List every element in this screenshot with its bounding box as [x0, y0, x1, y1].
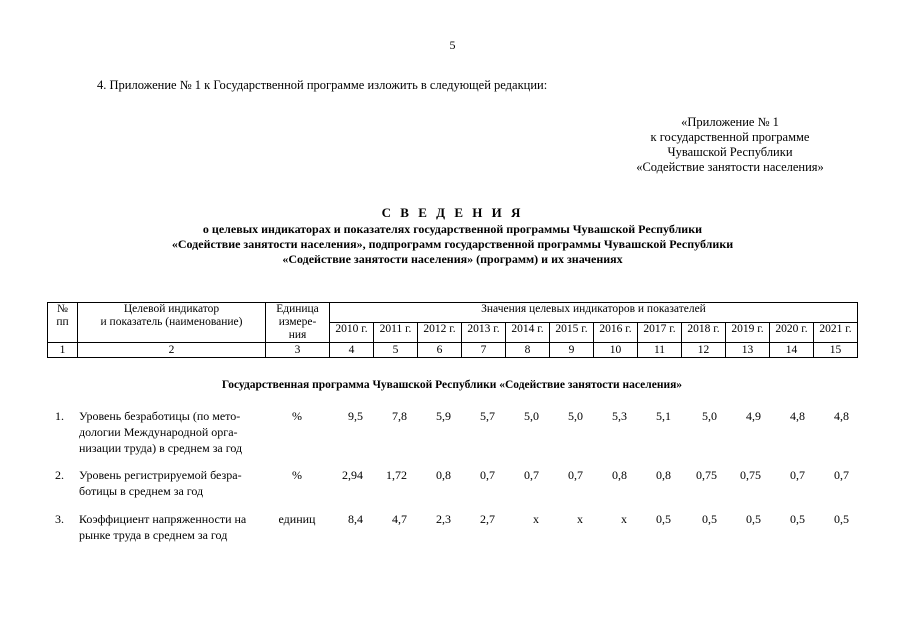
row-index: 3. [55, 512, 64, 526]
column-number: 10 [594, 343, 638, 358]
heading-title: С В Е Д Е Н И Я [381, 205, 524, 220]
year-header: 2019 г. [726, 323, 770, 343]
year-header: 2011 г. [374, 323, 418, 343]
header-name-label: Целевой индикатор [123, 303, 220, 315]
row-value: 0,7 [834, 468, 849, 482]
header-num-label: № [57, 303, 68, 315]
row-value: 0,75 [740, 468, 761, 482]
row-value: 0,5 [790, 512, 805, 526]
year-header: 2013 г. [462, 323, 506, 343]
row-value: 0,7 [524, 468, 539, 482]
year-header: 2015 г. [550, 323, 594, 343]
year-header: 2017 г. [638, 323, 682, 343]
row-value: 7,8 [392, 409, 407, 423]
row-index: 2. [55, 468, 64, 482]
row-value: 0,5 [746, 512, 761, 526]
row-value: 0,7 [568, 468, 583, 482]
heading-line: о целевых индикаторах и показателях государственной программы Чувашской Республики [202, 222, 703, 236]
row-value: 2,7 [480, 512, 495, 526]
row-value: 1,72 [386, 468, 407, 482]
row-value: 8,4 [348, 512, 363, 526]
column-number: 4 [330, 343, 374, 358]
row-name-line: Уровень безработицы (по мето- [79, 409, 241, 423]
appendix-line: «Содействие занятости населения» [636, 160, 824, 174]
column-number: 11 [638, 343, 682, 358]
row-value: 0,8 [436, 468, 451, 482]
heading-line: «Содействие занятости населения», подпрограмм государственной программы Чувашской Республики [171, 237, 734, 251]
page-number: 5 [449, 38, 456, 52]
row-unit: % [292, 468, 302, 482]
row-value: 0,75 [696, 468, 717, 482]
row-unit: единиц [278, 512, 316, 526]
year-header: 2020 г. [770, 323, 814, 343]
column-number: 13 [726, 343, 770, 358]
row-value: 4,8 [834, 409, 849, 423]
row-value: 4,9 [746, 409, 761, 423]
column-number: 9 [550, 343, 594, 358]
row-values [331, 408, 853, 424]
row-value: 5,0 [702, 409, 717, 423]
indicators-table-header [47, 302, 858, 358]
row-value: 9,5 [348, 409, 363, 423]
row-name [79, 408, 265, 456]
row-name-line: дологии Международной орга- [79, 425, 238, 439]
row-name-line: ботицы в среднем за год [79, 484, 204, 498]
header-num-label: пп [56, 316, 69, 328]
column-number: 5 [374, 343, 418, 358]
row-value: 0,8 [612, 468, 627, 482]
column-number: 7 [462, 343, 506, 358]
row-value: х [577, 512, 583, 526]
row-value: 4,8 [790, 409, 805, 423]
column-number: 2 [78, 343, 266, 358]
row-values [331, 467, 853, 483]
row-value: 2,94 [342, 468, 363, 482]
appendix-block [620, 115, 840, 175]
header-unit-label: ния [288, 329, 307, 341]
row-value: 0,8 [656, 468, 671, 482]
row-name [79, 511, 265, 543]
header-name-cell [78, 303, 266, 343]
row-unit: % [292, 409, 302, 423]
row-values [331, 511, 853, 527]
header-unit-cell [266, 303, 330, 343]
row-name-line: рынке труда в среднем за год [79, 528, 228, 542]
column-number: 3 [266, 343, 330, 358]
intro-text: 4. Приложение № 1 к Государственной программе изложить в следующей редакции: [97, 78, 548, 92]
header-values-cell: Значения целевых индикаторов и показателей [330, 303, 858, 323]
row-name [79, 467, 265, 499]
row-index: 1. [55, 409, 64, 423]
year-header: 2010 г. [330, 323, 374, 343]
row-value: 5,7 [480, 409, 495, 423]
header-name-label: и показатель (наименование) [100, 316, 243, 328]
row-value: 2,3 [436, 512, 451, 526]
row-name-line: Коэффициент напряженности на [79, 512, 247, 526]
row-value: х [533, 512, 539, 526]
column-number: 15 [814, 343, 858, 358]
appendix-line: «Приложение № 1 [681, 115, 779, 129]
year-header: 2012 г. [418, 323, 462, 343]
year-header: 2016 г. [594, 323, 638, 343]
row-value: 5,9 [436, 409, 451, 423]
year-header: 2021 г. [814, 323, 858, 343]
row-value: 0,5 [702, 512, 717, 526]
row-value: 0,7 [790, 468, 805, 482]
year-header: 2018 г. [682, 323, 726, 343]
heading-line: «Содействие занятости населения» (программ) и их значениях [282, 252, 623, 266]
row-name-line: низации труда) в среднем за год [79, 441, 243, 455]
column-number: 8 [506, 343, 550, 358]
column-number: 14 [770, 343, 814, 358]
row-value: 0,5 [656, 512, 671, 526]
header-unit-label: измере- [278, 316, 317, 328]
row-value: 5,0 [524, 409, 539, 423]
appendix-line: к государственной программе [650, 130, 810, 144]
row-value: 5,1 [656, 409, 671, 423]
column-number: 12 [682, 343, 726, 358]
row-value: 5,3 [612, 409, 627, 423]
row-value: х [621, 512, 627, 526]
column-number: 1 [48, 343, 78, 358]
header-num-cell [48, 303, 78, 343]
row-name-line: Уровень регистрируемой безра- [79, 468, 242, 482]
row-value: 5,0 [568, 409, 583, 423]
appendix-line: Чувашской Республики [667, 145, 793, 159]
row-value: 0,7 [480, 468, 495, 482]
section-title: Государственная программа Чувашской Республики «Содействие занятости населения» [221, 379, 683, 391]
year-header: 2014 г. [506, 323, 550, 343]
header-unit-label: Единица [276, 303, 319, 315]
document-heading [0, 205, 905, 267]
row-value: 0,5 [834, 512, 849, 526]
row-value: 4,7 [392, 512, 407, 526]
column-number: 6 [418, 343, 462, 358]
